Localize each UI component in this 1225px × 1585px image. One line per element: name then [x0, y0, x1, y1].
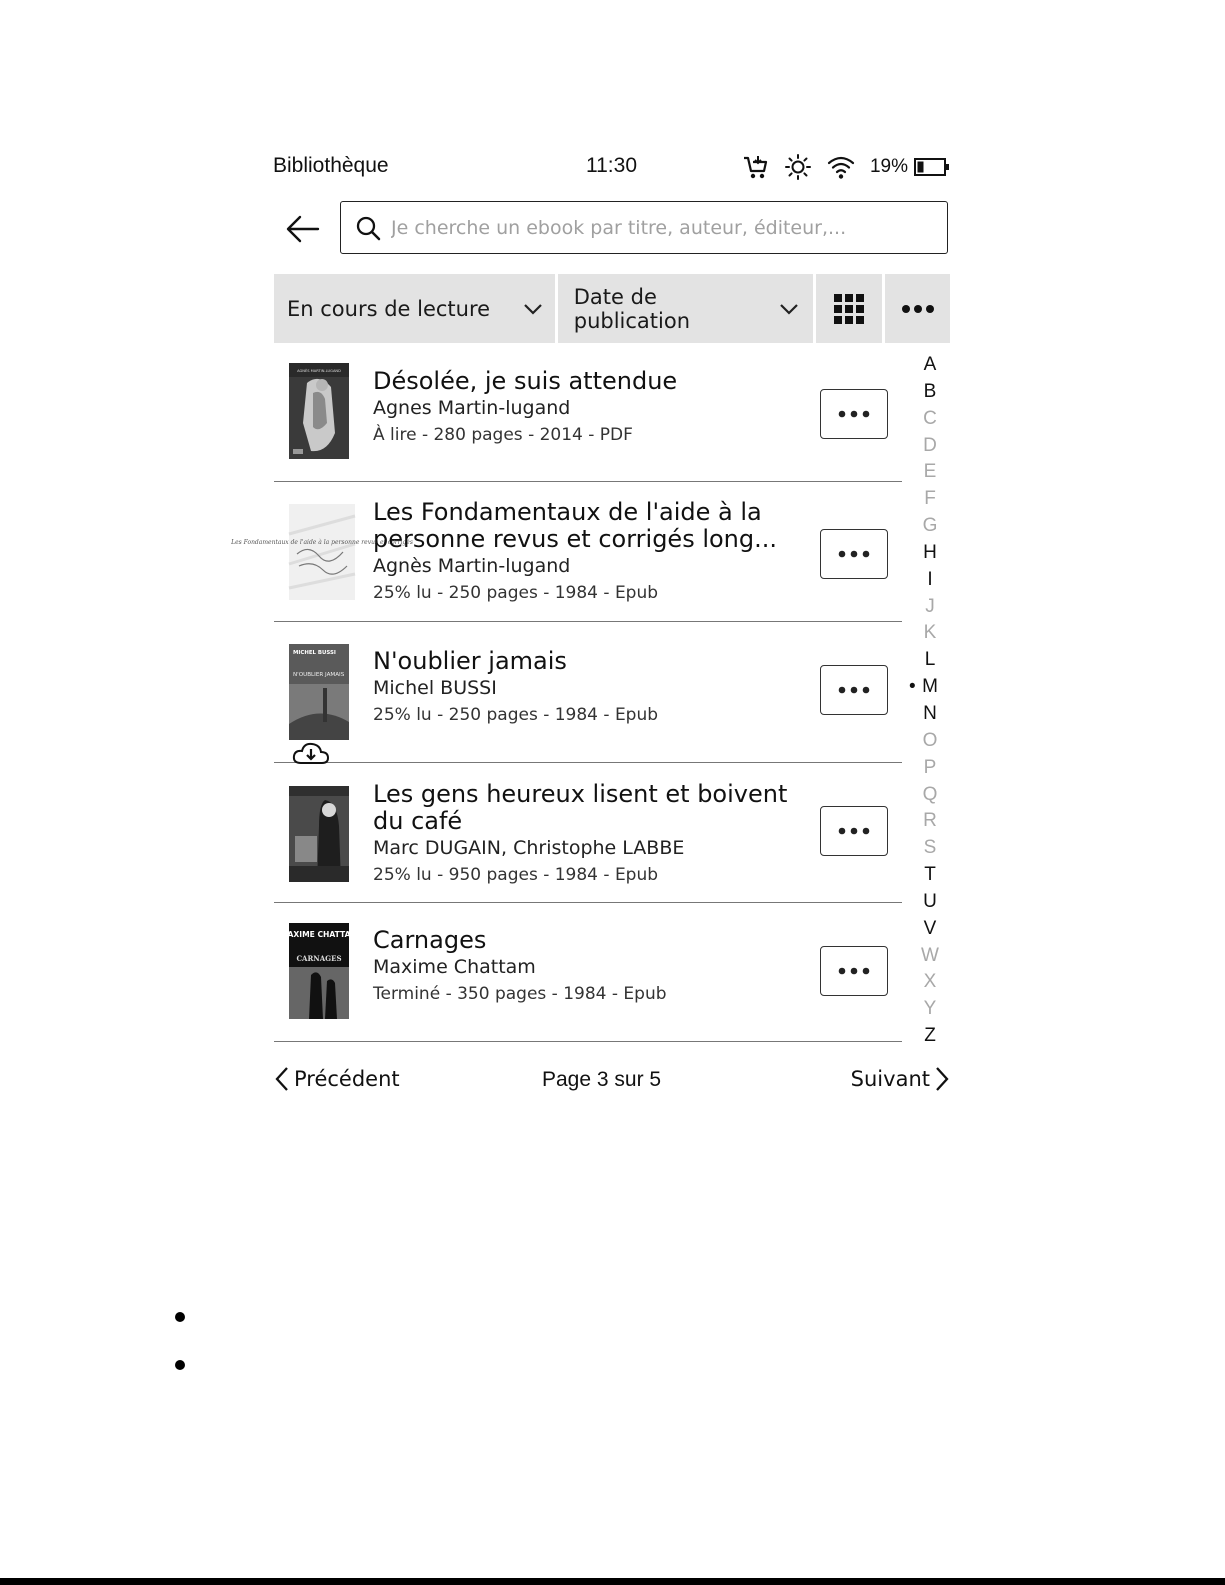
- book-title[interactable]: Désolée, je suis attendue: [373, 367, 678, 395]
- book-row[interactable]: [274, 903, 902, 1042]
- book-info: [373, 781, 803, 889]
- book-author: Agnes Martin-lugand: [373, 397, 571, 419]
- book-row[interactable]: [274, 763, 902, 903]
- book-info: [373, 499, 783, 607]
- book-meta: À lire - 280 pages - 2014 - PDF: [373, 425, 633, 445]
- alphabet-letter-n[interactable]: N: [923, 702, 937, 724]
- book-title[interactable]: Les gens heureux lisent et boivent du café: [373, 780, 788, 835]
- next-page-button[interactable]: [851, 1066, 950, 1092]
- search-box[interactable]: [340, 201, 948, 254]
- more-icon: [838, 827, 870, 835]
- more-icon: [838, 967, 870, 975]
- brightness-icon[interactable]: [784, 153, 812, 181]
- status-clock: 11:30: [586, 154, 637, 177]
- search-icon: [355, 215, 381, 241]
- book-meta: 25% lu - 250 pages - 1984 - Epub: [373, 705, 659, 725]
- book-row[interactable]: [274, 622, 902, 763]
- chevron-down-icon: [779, 302, 799, 316]
- book-cover[interactable]: [231, 504, 413, 600]
- more-icon: [838, 686, 870, 694]
- book-list: [231, 352, 902, 1042]
- alphabet-letter-s: S: [923, 837, 937, 859]
- book-title[interactable]: Carnages: [373, 926, 487, 954]
- previous-page-label: Précédent: [294, 1067, 400, 1091]
- book-more-button[interactable]: [820, 529, 888, 579]
- alphabet-letter-i[interactable]: I: [927, 568, 933, 590]
- alphabet-letter-w: W: [921, 944, 939, 966]
- book-title[interactable]: N'oublier jamais: [373, 647, 567, 675]
- wifi-icon[interactable]: [826, 153, 856, 181]
- alphabet-letter-l[interactable]: L: [924, 649, 936, 671]
- book-info: [373, 368, 783, 449]
- cover-author-text: MICHEL BUSSI: [293, 650, 336, 656]
- book-more-button[interactable]: [820, 665, 888, 715]
- book-row[interactable]: [274, 352, 902, 482]
- sort-label: Date de publication: [573, 284, 691, 333]
- more-icon: [838, 410, 870, 418]
- book-meta: 25% lu - 250 pages - 1984 - Epub: [373, 583, 659, 603]
- more-options-button[interactable]: [885, 274, 950, 343]
- chevron-left-icon: [274, 1066, 290, 1092]
- alphabet-letter-o: O: [922, 729, 938, 751]
- status-icons: [742, 150, 950, 184]
- grid-view-button[interactable]: [816, 274, 883, 343]
- next-page-label: Suivant: [850, 1067, 930, 1091]
- pagination: [274, 1064, 950, 1100]
- alphabet-letter-v[interactable]: V: [923, 917, 937, 939]
- book-info: [373, 927, 783, 1008]
- alphabet-letter-q: Q: [922, 783, 938, 805]
- alphabet-letter-k: K: [923, 622, 937, 644]
- bottom-border: [0, 1578, 1225, 1585]
- book-author: Michel BUSSI: [373, 677, 497, 699]
- chevron-right-icon: [934, 1066, 950, 1092]
- cover-author-text: AGNÈS MARTIN-LUGAND: [297, 369, 341, 373]
- alphabet-letter-r: R: [923, 810, 937, 832]
- alphabet-letter-c: C: [923, 407, 937, 429]
- cover-title-text: N'OUBLIER JAMAIS: [293, 672, 345, 678]
- alphabet-letter-t[interactable]: T: [924, 864, 936, 886]
- cover-title-text: Les Fondamentaux de l'aide à la personne revus et corrigés: [231, 539, 413, 546]
- book-author: Marc DUGAIN, Christophe LABBE: [373, 837, 685, 859]
- alphabet-letter-a[interactable]: A: [923, 354, 937, 375]
- alphabet-letter-b[interactable]: B: [923, 380, 937, 402]
- cover-author-text: MAXIME CHATTAM: [279, 930, 359, 939]
- book-author: Agnès Martin-lugand: [373, 555, 571, 577]
- filter-bar: [274, 274, 950, 343]
- alphabet-letter-h[interactable]: H: [923, 541, 937, 563]
- battery-percentage: 19%: [869, 156, 908, 177]
- alphabet-index: [918, 352, 942, 1050]
- book-more-button[interactable]: [820, 806, 888, 856]
- book-cover[interactable]: [289, 786, 349, 882]
- sort-dropdown[interactable]: [558, 274, 813, 343]
- book-meta: 25% lu - 950 pages - 1984 - Epub: [373, 865, 659, 885]
- cover-title-text: CARNAGES: [296, 954, 342, 963]
- alphabet-letter-g: G: [922, 515, 938, 537]
- list-bullet: [175, 1312, 185, 1322]
- grid-view-icon: [834, 294, 864, 324]
- book-info: [373, 648, 783, 729]
- alphabet-letter-y: Y: [923, 998, 937, 1020]
- book-meta: Terminé - 350 pages - 1984 - Epub: [373, 984, 667, 1004]
- page-indicator: Page 3 sur 5: [542, 1068, 662, 1091]
- alphabet-letter-u[interactable]: U: [923, 890, 937, 912]
- book-more-button[interactable]: [820, 946, 888, 996]
- alphabet-letter-x: X: [923, 971, 937, 993]
- book-title[interactable]: Les Fondamentaux de l'aide à la personne revus et corrigés long...: [373, 498, 778, 553]
- back-arrow-icon: [286, 215, 320, 243]
- reading-status-label: En cours de lecture: [287, 296, 491, 321]
- status-bar: [273, 150, 950, 184]
- alphabet-letter-d: D: [923, 434, 937, 456]
- alphabet-letter-m[interactable]: • M: [918, 674, 942, 701]
- book-cover[interactable]: [289, 363, 349, 459]
- previous-page-button[interactable]: [274, 1066, 400, 1092]
- book-cover[interactable]: [279, 923, 359, 1019]
- book-author: Maxime Chattam: [373, 956, 536, 978]
- reading-status-dropdown[interactable]: [274, 274, 555, 343]
- alphabet-letter-f: F: [924, 488, 936, 510]
- alphabet-letter-e: E: [923, 461, 937, 483]
- alphabet-letter-j: J: [925, 595, 935, 617]
- battery-icon: [914, 157, 950, 177]
- cart-icon[interactable]: [742, 153, 770, 181]
- chevron-down-icon: [523, 302, 543, 316]
- book-cover[interactable]: [289, 644, 349, 740]
- book-row[interactable]: [231, 482, 902, 622]
- status-app-title: Bibliothèque: [273, 154, 389, 177]
- book-more-button[interactable]: [820, 389, 888, 439]
- back-button[interactable]: [283, 209, 323, 249]
- list-bullet: [175, 1360, 185, 1370]
- alphabet-letter-p: P: [923, 756, 937, 778]
- more-icon: [838, 550, 870, 558]
- search-input[interactable]: [391, 217, 931, 239]
- alphabet-letter-z[interactable]: Z: [924, 1025, 936, 1047]
- more-icon: [901, 304, 935, 314]
